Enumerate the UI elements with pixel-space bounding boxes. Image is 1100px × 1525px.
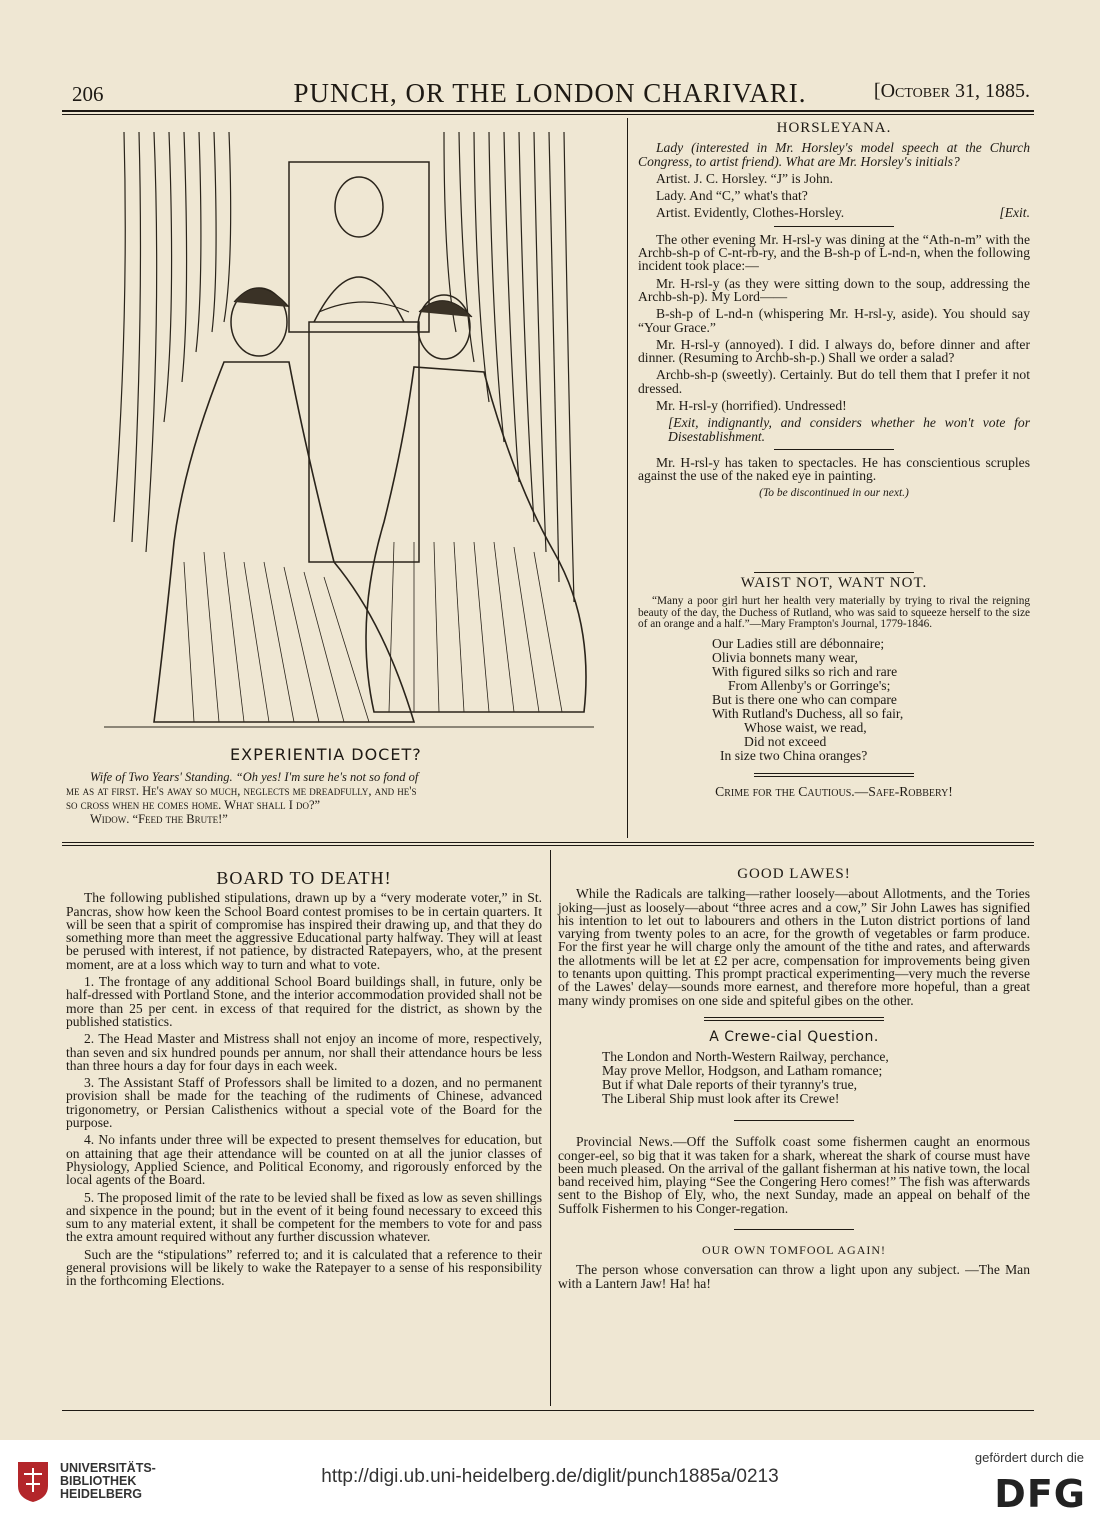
horsleyana-p6: Mr. H-rsl-y (as they were sitting down to the soup, addressing the Archb-sh-p). My Lord—— <box>638 275 1030 304</box>
board-p5: 4. No infants under three will be expected to present themselves for education, but on attaining that age their attendance will be counted on at all the junior classes of Physiology, Applied Science, and Political Economy, and rigorously enforced by the local agents of the Board. <box>66 1132 542 1188</box>
verse-line: Our Ladies still are débonnaire; <box>712 636 885 652</box>
horsleyana-p1: Lady (interested in Mr. Horsley's model speech at the Church Congress, to artist friend). What are Mr. Horsley's initials? <box>638 140 1030 169</box>
page-header <box>70 78 1030 108</box>
horsleyana-article <box>638 122 1030 504</box>
verse-line: In size two China oranges? <box>720 748 868 764</box>
waist-quote: “Many a poor girl hurt her health very materially by trying to rival the reigning beauty of the day, the Duchess of Rutland, who was said to squeeze herself to the size of an orange and a half.”—Mary Frampton's Journal, 1779-1846. <box>638 595 1030 631</box>
verse-line: May prove Mellor, Hodgson, and Latham romance; <box>602 1063 883 1079</box>
lawes-article <box>558 868 1030 1294</box>
bottom-rule <box>62 1410 1034 1411</box>
verse-line: Did not exceed <box>744 734 827 750</box>
crime-line: Crime for the Cautious.—Safe-Robbery! <box>715 784 953 800</box>
horsleyana-p8: Mr. H-rsl-y (annoyed). I did. I always do, before dinner and after dinner. (Resuming to Archb-sh-p.) Shall we order a salad? <box>638 336 1030 366</box>
horsleyana-p4-text: Artist. Evidently, Clothes-Horsley. <box>656 205 845 221</box>
caption-line-3: so cross when he comes home. What shall I do?” <box>66 798 321 812</box>
header-rule-thin <box>62 114 1034 115</box>
section-rule <box>62 842 1034 843</box>
board-p7: Such are the “stipulations” referred to; and it is calculated that a reference to their general provisions will be likely to wake the Ratepayer to a sense of his responsibility in the forthcoming Elections. <box>66 1246 542 1289</box>
funded-by-label: gefördert durch die <box>974 1450 1084 1465</box>
verse-line: Whose waist, we read, <box>744 720 867 736</box>
divider <box>774 449 894 450</box>
issue-date: [October 31, 1885. <box>873 80 1030 102</box>
divider <box>734 1229 854 1230</box>
board-p4: 3. The Assistant Staff of Professors shall be limited to a dozen, and no permanent provision shall be made for the teaching of the rudiments of Chinese, advanced trigonometry, or Persian Calisthenics without a special vote of the Board for the purpose. <box>66 1075 542 1131</box>
horsleyana-p9: Archb-sh-p (sweetly). Certainly. But do tell them that I prefer it not dressed. <box>638 367 1030 396</box>
verse-line: With figured silks so rich and rare <box>712 664 898 680</box>
column-divider-top <box>627 118 628 838</box>
caption-line-1: Wife of Two Years' Standing. “Oh yes! I'm sure he's not so fond of <box>90 770 419 784</box>
horsleyana-p4-exit: [Exit. <box>999 205 1030 221</box>
divider <box>754 773 914 774</box>
section-rule-thin <box>62 845 1034 846</box>
board-p6: 5. The proposed limit of the rate to be levied shall be fixed as low as seven shillings and sixpence in the pound; but in the event of it being found necessary to exceed this sum to any material extent, it shall be competent for the members to vote for and pass the extra amount required without any further discussion whatever. <box>66 1189 542 1245</box>
library-line-3: HEIDELBERG <box>60 1487 142 1501</box>
tomfool-p1: The person whose conversation can throw a light upon any subject. —The Man with a Lantern Jaw! Ha! ha! <box>558 1262 1030 1291</box>
divider <box>754 776 914 777</box>
verse-line: From Allenby's or Gorringe's; <box>728 678 891 694</box>
cartoon-illustration <box>84 122 614 742</box>
lawes-title: GOOD LAWES! <box>737 866 851 882</box>
waist-title: WAIST NOT, WANT NOT. <box>740 575 928 591</box>
tomfool-title: OUR OWN TOMFOOL AGAIN! <box>701 1243 887 1258</box>
lawes-p1: While the Radicals are talking—rather loosely—about Allotments, and the Tories joking—just as loosely—about “three acres and a cow,” Sir John Lawes has signified his intention to let out to labourers and others in the Luton district portions of land varying from twenty poles to an acre, for the growth of vegetables or farm produce. For the first year he will charge only the amount of the tithe and rates, and afterwards the allotments will be let at £2 per acre, compensation for improvements being given to tenants upon quitting. This prompt practical experimenting—very much the reverse of the Lawes' delay—sounds more earnest, and therefore more hopeful, than a great many windy promises on one side and spiteful gibes on the other. <box>558 886 1030 1008</box>
header-rule <box>62 110 1034 112</box>
board-p2: 1. The frontage of any additional School Board buildings shall, in future, only be half-dressed with Portland Stone, and the interior accommodation provided shall not be more than 25 per cent. in excess of that required for the district, as shown by the published statistics. <box>66 974 542 1029</box>
divider <box>704 1020 884 1021</box>
library-line-2: BIBLIOTHEK <box>60 1474 137 1488</box>
caption-line-4: Widow. “Feed the Brute!” <box>90 812 228 826</box>
horsleyana-p2: Artist. J. C. Horsley. “J” is John. <box>656 170 833 186</box>
horsleyana-title: HORSLEYANA. <box>776 120 892 136</box>
provincial-p1: Provincial News.—Off the Suffolk coast some fishermen caught an enormous conger-eel, so big that it was taken for a shark, whereat the shark of course must have been much pleased. On the arrival of the gallant fisherman at his native town, the local band received him, playing “See the Congering Hero comes!” The fish was afterwards sent to the Bishop of Ely, who, the next Sunday, made an appeal on behalf of the Suffolk Fishermen to his Conger-regation. <box>558 1134 1030 1216</box>
board-p1: The following published stipulations, drawn up by a “very moderate voter,” in St. Pancras, show how keen the School Board contest promises to be in certain quarters. It will be seen that a spirit of compromise has inspired their drawing up, and that they do something more than meet the aggressive Educational party halfway. They will at least be perused with interest, if not patience, by distracted Ratepayers, who, at the present moment, are at a loss which way to turn and what to vote. <box>66 890 542 972</box>
cartoon-title: EXPERIENTIA DOCET? <box>230 745 422 764</box>
horsleyana-p12: Mr. H-rsl-y has taken to spectacles. He has conscientious scruples against the use of the naked eye in painting. <box>638 454 1030 484</box>
crewe-title: A Crewe-cial Question. <box>709 1028 879 1045</box>
horsleyana-p10: Mr. H-rsl-y (horrified). Undressed! <box>656 398 847 414</box>
dfg-logo: DFG <box>994 1472 1086 1516</box>
divider <box>754 572 914 573</box>
horsleyana-p5: The other evening Mr. H-rsl-y was dining at the “Ath-n-m” with the Archb-sh-p of C-nt-rb-ry, and the B-sh-p of L-nd-n, when the following incident took place:— <box>638 231 1030 274</box>
horsleyana-p11: [Exit, indignantly, and considers whether he won't vote for Disestablishment. <box>668 415 1030 444</box>
verse-line: But if what Dale reports of their tyranny's true, <box>602 1077 857 1093</box>
board-p3: 2. The Head Master and Mistress shall not enjoy an income of more, respectively, than seven and six hundred pounds per annum, nor shall their attendance hours be less than three hours a day for four days in each week. <box>66 1031 542 1073</box>
crewe-verse <box>602 1050 1030 1106</box>
divider <box>734 1120 854 1121</box>
column-divider-bottom <box>550 850 551 1406</box>
verse-line: But is there one who can compare <box>712 692 897 708</box>
divider <box>774 226 894 227</box>
board-title: BOARD TO DEATH! <box>216 868 392 888</box>
digitization-footer <box>0 1440 1100 1525</box>
divider <box>704 1017 884 1018</box>
verse-line: The London and North-Western Railway, perchance, <box>602 1049 889 1065</box>
board-article <box>66 868 542 1292</box>
library-line-1: UNIVERSITÄTS- <box>60 1461 156 1475</box>
publication-title: PUNCH, OR THE LONDON CHARIVARI. <box>293 78 807 108</box>
waist-article <box>638 572 1030 798</box>
page-number: 206 <box>72 82 104 106</box>
caption-line-2: me as at first. He's away so much, neglects me dreadfully, and he's <box>66 784 417 798</box>
horsleyana-p3: Lady. And “C,” what's that? <box>656 188 808 204</box>
horsleyana-p12-note: (To be discontinued in our next.) <box>759 486 909 499</box>
verse-line: With Rutland's Duchess, all so fair, <box>712 706 904 722</box>
horsleyana-p7: B-sh-p of L-nd-n (whispering Mr. H-rsl-y, aside). You should say “Your Grace.” <box>638 306 1030 335</box>
horsleyana-p4 <box>638 206 1030 219</box>
permalink-url[interactable]: http://digi.ub.uni-heidelberg.de/diglit/punch1885a/0213 <box>321 1466 779 1487</box>
cartoon-caption <box>66 770 618 826</box>
waist-verse <box>712 637 1030 763</box>
verse-line: The Liberal Ship must look after its Crewe! <box>602 1091 840 1107</box>
verse-line: Olivia bonnets many wear, <box>712 650 858 666</box>
